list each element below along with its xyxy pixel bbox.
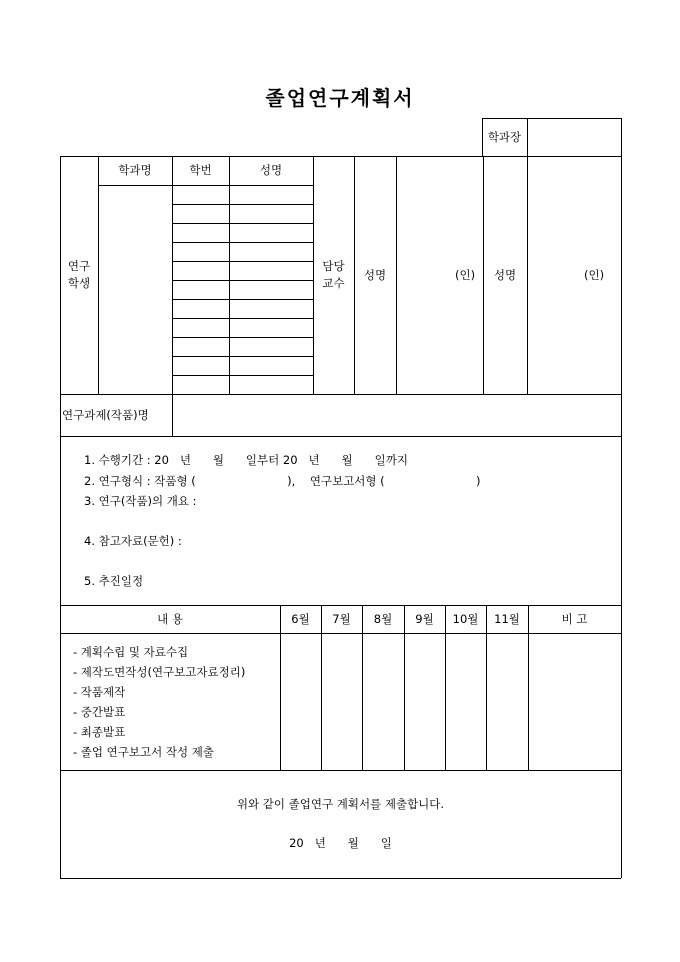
dept-head-label: 학과장 xyxy=(487,129,522,144)
advisor-seal: (인) xyxy=(455,268,476,282)
head-seal: (인) xyxy=(584,268,605,282)
head-name-field[interactable] xyxy=(528,157,578,393)
content-header: 내 용 xyxy=(157,611,183,626)
research-students-label: 연구 학생 xyxy=(67,259,91,290)
references-line: 4. 참고자료(문헌) : xyxy=(84,534,182,548)
advisor-name-label: 성명 xyxy=(363,267,387,282)
department-field[interactable] xyxy=(99,186,171,393)
schedule-item: - 계획수립 및 자료수집 xyxy=(73,645,189,659)
schedule-item: - 제작도면작성(연구보고자료정리) xyxy=(73,665,246,679)
month-header: 10월 xyxy=(452,611,479,626)
month-header: 6월 xyxy=(291,611,310,626)
schedule-grid-cells[interactable] xyxy=(281,634,620,769)
col-student-name-header: 성명 xyxy=(259,163,283,177)
dept-head-signature-field[interactable] xyxy=(528,119,621,155)
schedule-item: - 최종발표 xyxy=(73,725,126,739)
month-header: 9월 xyxy=(415,611,434,626)
format-line: 2. 연구형식 : 작품형 ( ), 연구보고서형 ( ) xyxy=(84,474,481,488)
submission-date: 20 년 월 일 xyxy=(289,836,392,850)
advisor-label: 담당 교수 xyxy=(322,259,345,290)
schedule-item: - 졸업 연구보고서 작성 제출 xyxy=(73,745,214,759)
period-line: 1. 수행기간 : 20 년 월 일부터 20 년 월 일까지 xyxy=(84,453,408,467)
schedule-heading: 5. 추진일정 xyxy=(84,574,144,588)
student-rows-field[interactable] xyxy=(173,186,312,393)
month-header: 11월 xyxy=(494,611,520,626)
submission-statement: 위와 같이 졸업연구 계획서를 제출합니다. xyxy=(236,797,445,811)
advisor-name-field[interactable] xyxy=(397,157,449,393)
schedule-item: - 중간발표 xyxy=(73,705,126,719)
col-department-header: 학과명 xyxy=(118,163,152,177)
col-student-id-header: 학번 xyxy=(189,163,212,177)
month-header: 8월 xyxy=(373,611,393,626)
project-title-label: 연구과제(작품)명 xyxy=(62,407,149,422)
month-header: 7월 xyxy=(332,611,351,626)
remarks-header: 비 고 xyxy=(561,611,588,626)
schedule-item: - 작품제작 xyxy=(73,685,126,699)
overview-line: 3. 연구(작품)의 개요 : xyxy=(84,494,197,508)
project-title-field[interactable] xyxy=(173,395,620,435)
document-title: 졸업연구계획서 xyxy=(265,86,415,110)
head-name-label: 성명 xyxy=(493,267,517,282)
